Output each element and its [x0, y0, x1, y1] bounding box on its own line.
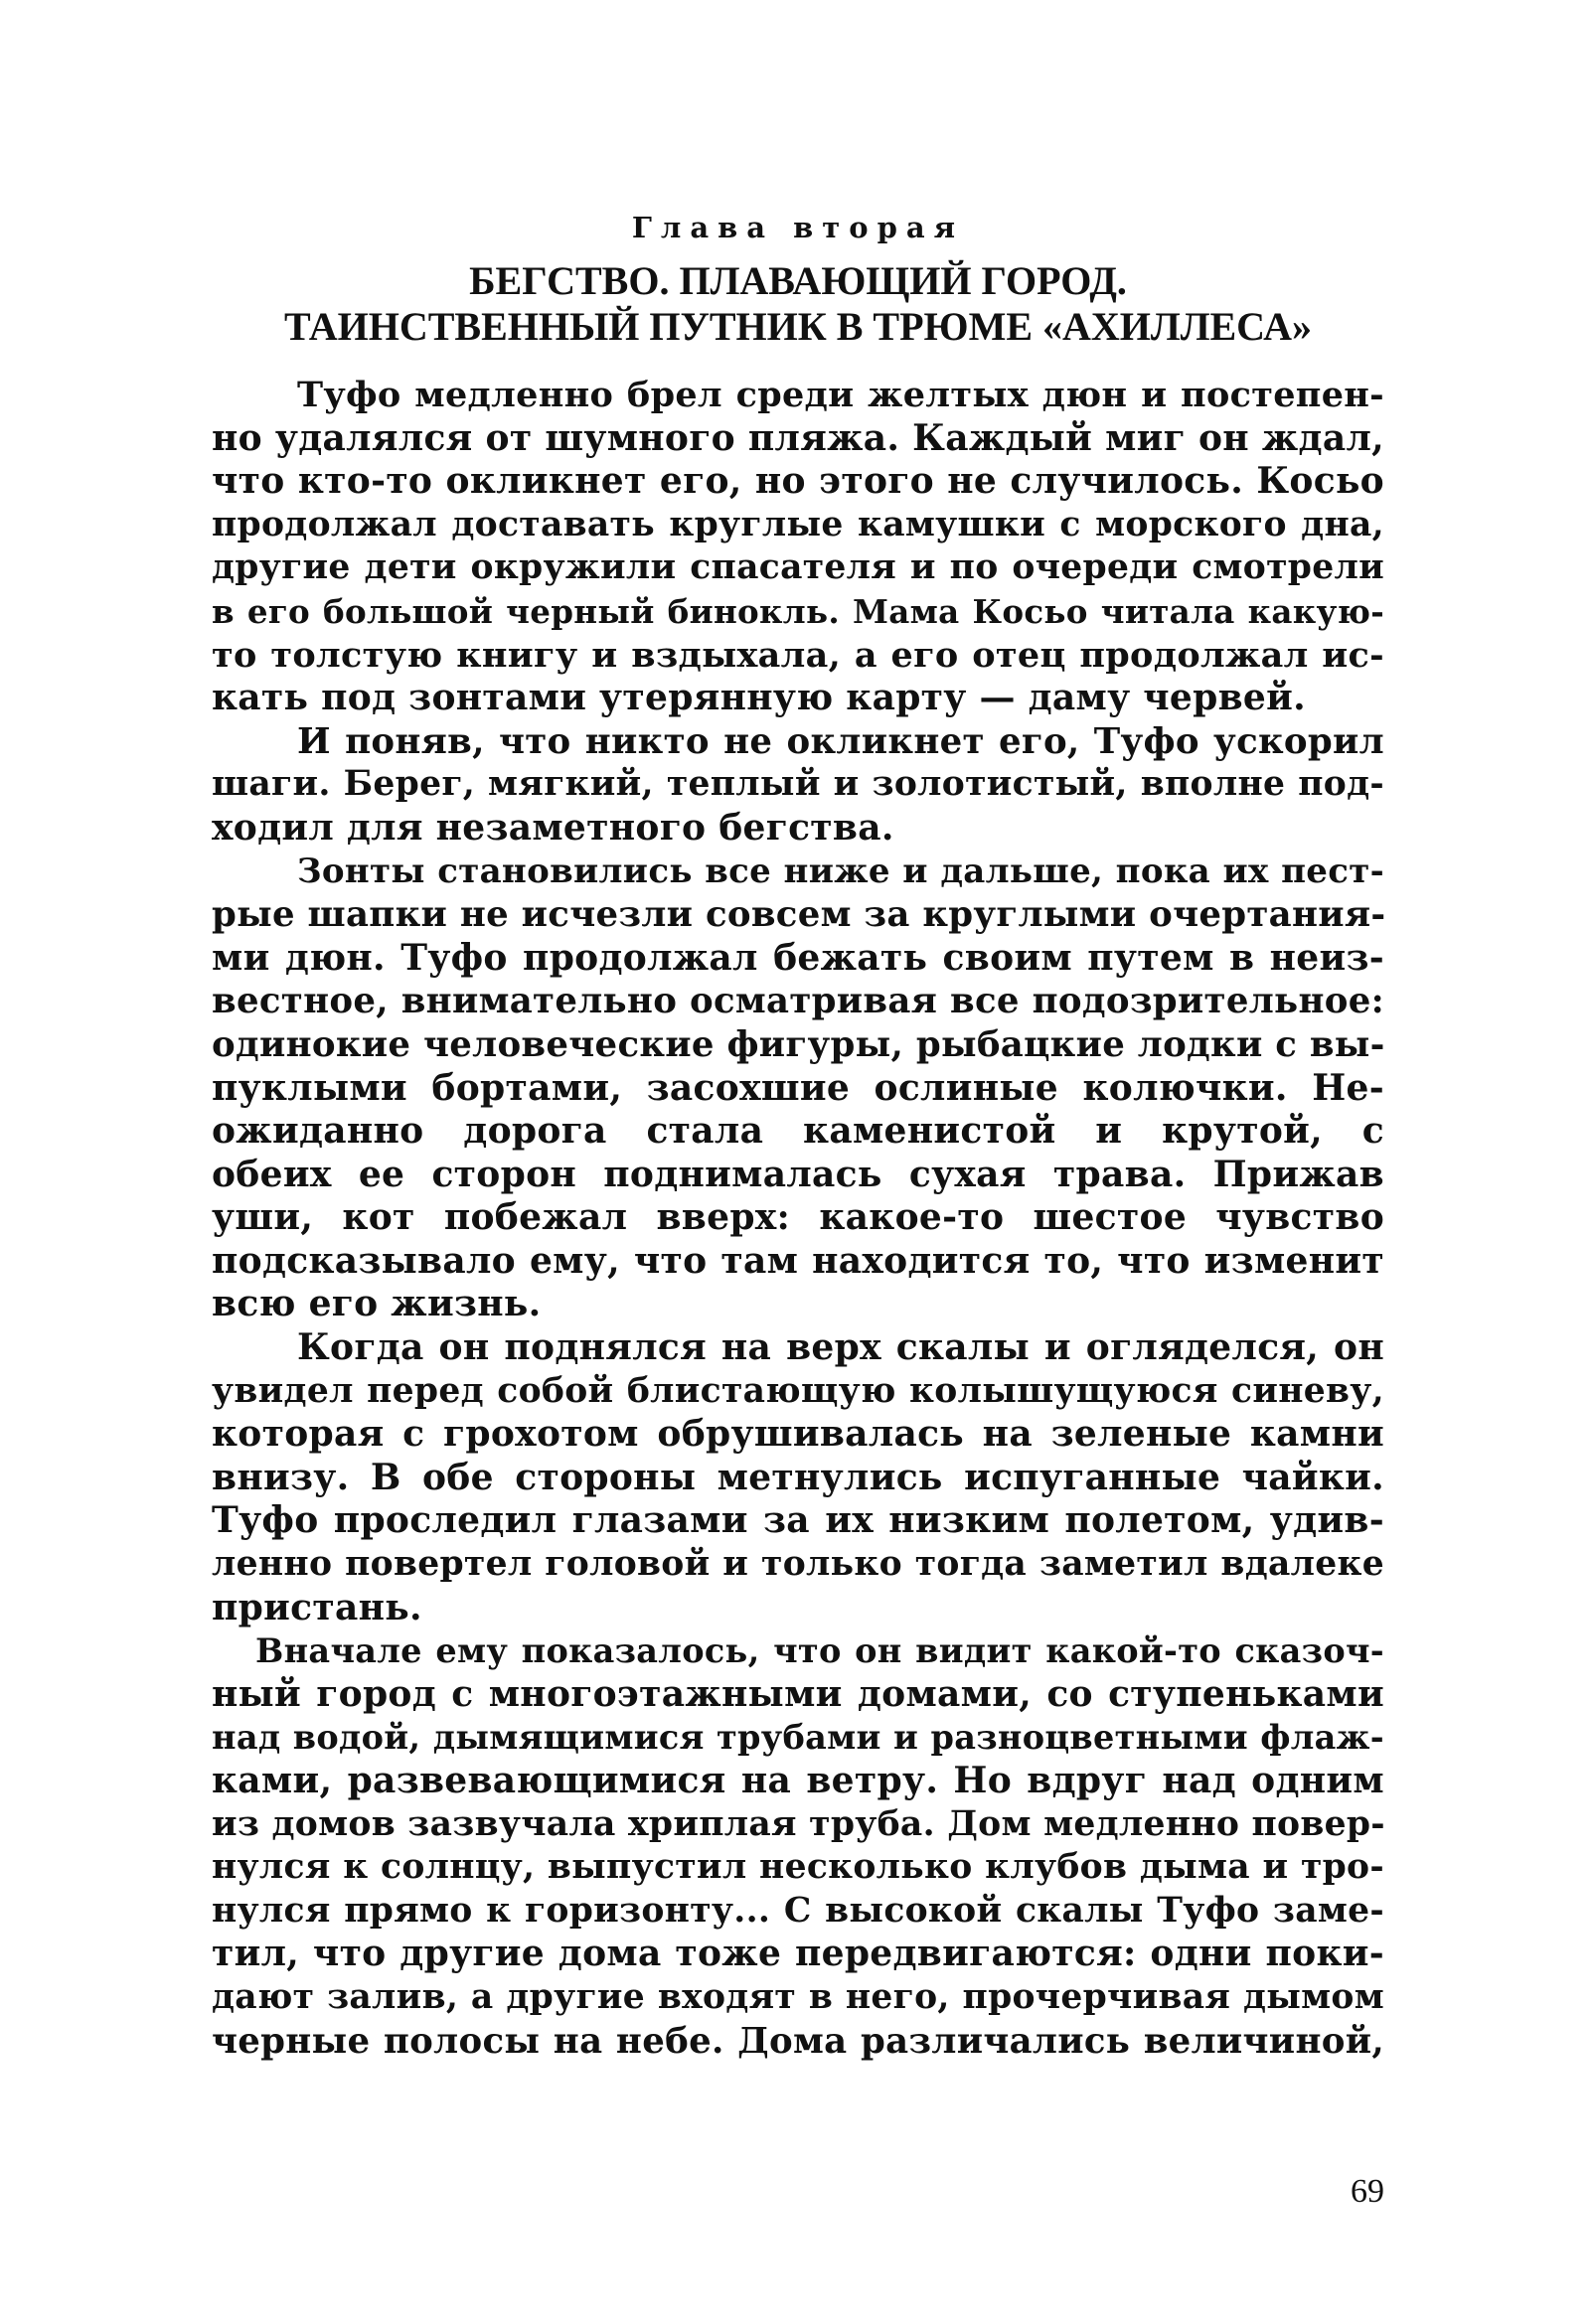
text-line: то толстую книгу и вздыхала, а его отец продолжал ис- [212, 634, 1384, 676]
chapter-title [199, 258, 1397, 350]
text-line: увидел перед собой блистающую колышущуюся синеву, [212, 1370, 1384, 1411]
text-line: шаги. Берег, мягкий, теплый и золотистый, вполне под- [212, 764, 1384, 805]
text-line: Вначале ему показалось, что он видит какой-то сказоч- [255, 1631, 1384, 1671]
chapter-title-line: ТАИНСТВЕННЫЙ ПУТНИК В ТРЮМЕ «АХИЛЛЕСА» [284, 304, 1312, 349]
text-line: ками, развевающимися на ветру. Но вдруг над одним [212, 1760, 1384, 1801]
text-line: ленно повертел головой и только тогда заметил вдалеке [212, 1544, 1384, 1585]
text-line: кать под зонтами утерянную карту — даму червей. [212, 677, 1306, 719]
text-line: подсказывало ему, что там находится то, что изменит [212, 1239, 1384, 1282]
text-line: в его большой черный бинокль. Мама Косьо читала какую- [212, 591, 1384, 631]
text-line: что кто-то окликнет его, но этого не случилось. Косьо [212, 460, 1384, 503]
text-line: Туфо медленно брел среди желтых дюн и постепен- [297, 375, 1384, 415]
text-line: тил, что другие дома тоже передвигаются: одни поки- [212, 1933, 1384, 1975]
text-line: ми дюн. Туфо продолжал бежать своим путем в неиз- [212, 936, 1384, 979]
text-line: вестное, внимательно осматривая все подозрительное: [212, 981, 1384, 1022]
page-number: 69 [1351, 2173, 1384, 2210]
text-line: уши, кот побежал вверх: какое-то шестое чувство [212, 1196, 1384, 1239]
text-line: обеих ее сторон поднималась сухая трава. Прижав [212, 1153, 1384, 1195]
text-line: одинокие человеческие фигуры, рыбацкие лодки с вы- [212, 1023, 1385, 1065]
text-line: над водой, дымящимися трубами и разноцветными флаж- [212, 1718, 1384, 1758]
text-line: ожиданно дорога стала каменистой и крутой, с [212, 1110, 1384, 1153]
text-line: черные полосы на небе. Дома различались величиной, [212, 2020, 1384, 2062]
text-line: И поняв, что никто не окликнет его, Туфо ускорил [297, 720, 1384, 762]
text-line: дают залив, а другие входят в него, прочерчивая дымом [212, 1976, 1384, 2017]
text-line: пуклыми бортами, засохшие ослиные колючки. Не- [212, 1066, 1384, 1109]
body-text [212, 374, 1384, 2063]
chapter-title-line: БЕГСТВО. ПЛАВАЮЩИЙ ГОРОД. [469, 258, 1127, 303]
text-line: которая с грохотом обрушивалась на зеленые камни [212, 1413, 1384, 1456]
text-line: ходил для незаметного бегства. [212, 806, 894, 849]
text-line: ный город с многоэтажными домами, со ступеньками [212, 1672, 1384, 1715]
text-line: но удалялся от шумного пляжа. Каждый миг он ждал, [212, 416, 1384, 459]
text-line: рые шапки не исчезли совсем за круглыми очертания- [212, 894, 1386, 936]
text-line: другие дети окружили спасателя и по очереди смотрели [212, 547, 1384, 588]
text-line: нулся прямо к горизонту... С высокой скалы Туфо заме- [212, 1890, 1384, 1931]
text-line: внизу. В обе стороны метнулись испуганные чайки. [212, 1456, 1384, 1498]
text-line: из домов зазвучала хриплая труба. Дом медленно повер- [212, 1803, 1385, 1844]
text-line: Зонты становились все ниже и дальше, пока их пест- [297, 851, 1384, 891]
text-line: продолжал доставать круглые камушки с морского дна, [212, 504, 1384, 544]
text-line: нулся к солнцу, выпустил несколько клубов дыма и тро- [212, 1847, 1384, 1888]
text-line: Туфо проследил глазами за их низким полетом, удив- [212, 1499, 1384, 1542]
text-line: всю его жизнь. [212, 1283, 542, 1325]
text-line: пристань. [212, 1586, 422, 1628]
chapter-label: Глава вторая [631, 211, 965, 244]
text-line: Когда он поднялся на верх скалы и огляделся, он [297, 1326, 1384, 1369]
